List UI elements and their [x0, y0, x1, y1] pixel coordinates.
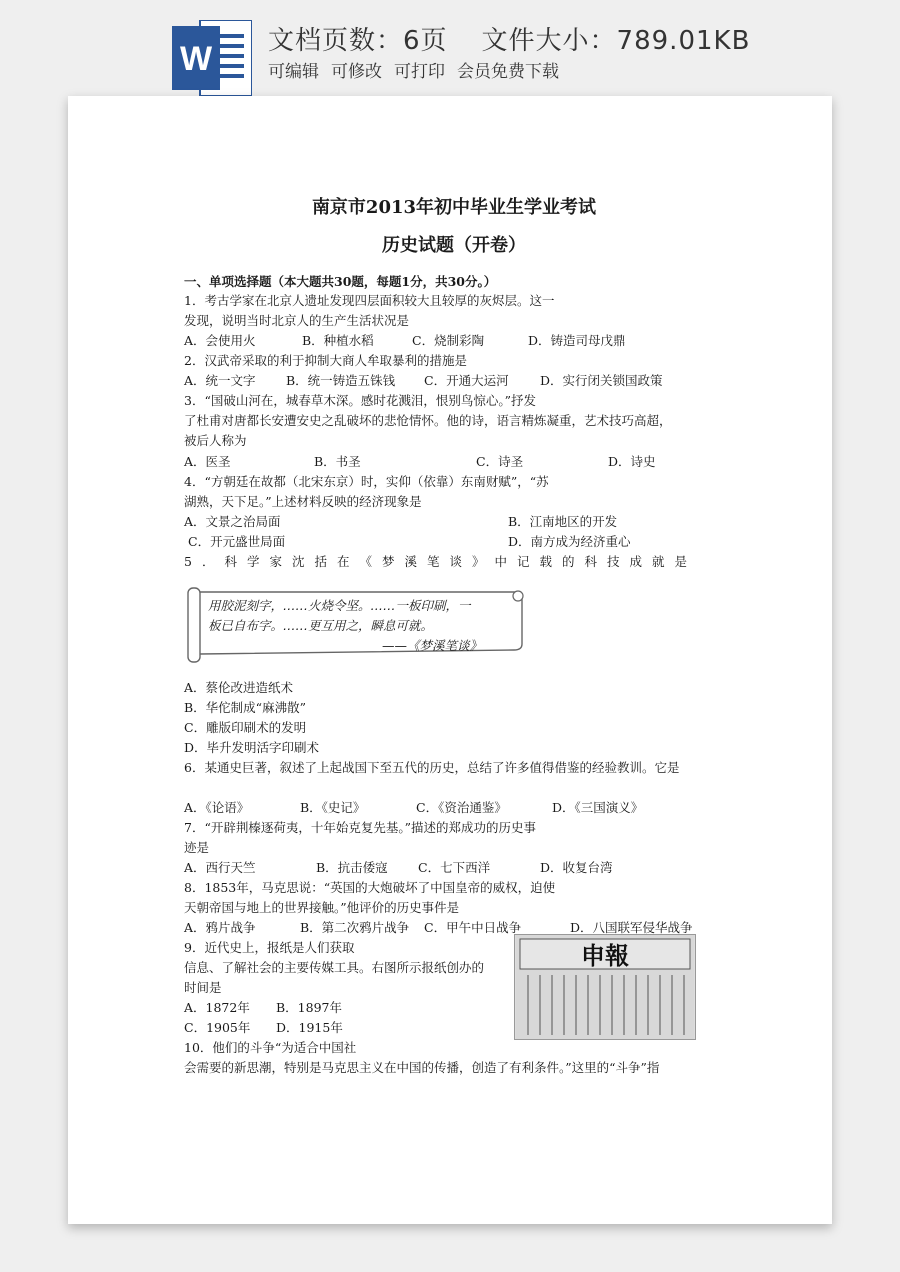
exam-title: 南京市2013年初中毕业生学业考试	[311, 197, 597, 218]
option: A．鸦片战争	[184, 920, 256, 935]
question-line: 被后人称为	[184, 433, 247, 448]
word-document-icon	[172, 20, 252, 96]
question-line: 天朝帝国与地上的世界接触。”他评价的历史事件是	[184, 900, 460, 915]
option: D．八国联军侵华战争	[570, 920, 693, 935]
option: A．1872年	[184, 1000, 250, 1015]
newspaper-image	[514, 934, 696, 1040]
option: B．种植水稻	[302, 333, 374, 348]
option: D．《三国演义》	[552, 800, 644, 815]
page-count: 文档页数：6页	[268, 26, 448, 56]
option: D．诗史	[608, 454, 656, 469]
option: C．《资治通鉴》	[416, 800, 507, 815]
option: A．蔡伦改进造纸术	[184, 680, 294, 695]
question-line: 9．近代史上，报纸是人们获取	[184, 940, 355, 955]
feature-editable: 可编辑	[268, 62, 319, 82]
question-line: 时间是	[184, 980, 222, 995]
option: D．实行闭关锁国政策	[540, 373, 663, 388]
option: D．1915年	[276, 1020, 343, 1035]
option: B．《史记》	[300, 800, 366, 815]
option: D．收复台湾	[540, 860, 613, 875]
question-line: 7．“开辟荆榛逐荷夷，十年始克复先基。”描述的郑成功的历史事	[184, 820, 536, 835]
question-line: 6．某通史巨著，叙述了上起战国下至五代的历史，总结了许多值得借鉴的经验教训。它是	[184, 760, 680, 775]
question-line: 发现，说明当时北京人的生产生活状况是	[184, 313, 410, 328]
option: B．华佗制成“麻沸散”	[184, 700, 306, 715]
option: D．铸造司母戊鼎	[528, 333, 626, 348]
option: B．统一铸造五铢钱	[286, 373, 396, 388]
question-line: 5．科学家沈括在《梦溪笔谈》中记载的科技成就是	[184, 554, 697, 569]
question-line: 了杜甫对唐都长安遭安史之乱破坏的悲怆情怀。他的诗，语言精炼凝重，艺术技巧高超，	[184, 413, 672, 428]
option: A．西行天竺	[184, 860, 256, 875]
file-info	[268, 20, 784, 57]
option: C．开通大运河	[424, 373, 509, 388]
svg-text:W: W	[179, 40, 213, 78]
option: B．抗击倭寇	[316, 860, 388, 875]
feature-printable: 可打印	[394, 62, 445, 82]
option: D．毕升发明活字印刷术	[184, 740, 320, 755]
option: A．医圣	[184, 454, 231, 469]
option: C．甲午中日战争	[424, 920, 522, 935]
option: C．雕版印刷术的发明	[184, 720, 307, 735]
question-line: 信息、了解社会的主要传媒工具。右图所示报纸创办的	[184, 960, 485, 975]
option: A．文景之治局面	[184, 514, 281, 529]
feature-list	[268, 57, 571, 82]
feature-modifiable: 可修改	[331, 62, 382, 82]
scroll-text-line2: 板已自布字。……更互用之，瞬息可就。	[208, 618, 434, 633]
option: B．第二次鸦片战争	[300, 920, 410, 935]
option: B．江南地区的开发	[508, 514, 618, 529]
question-line: 2．汉武帝采取的利于抑制大商人牟取暴利的措施是	[184, 353, 467, 368]
exam-subtitle: 历史试题（开卷）	[382, 235, 526, 256]
option: C．七下西洋	[418, 860, 491, 875]
file-size: 文件大小：789.01KB	[481, 26, 751, 56]
option: B．书圣	[314, 454, 361, 469]
scroll-source: ——《梦溪笔谈》	[382, 638, 483, 653]
question-line: 4．“方朝廷在故都（北宋东京）时，实仰（依靠）东南财赋”，“苏	[184, 474, 549, 489]
question-line: 3．“国破山河在，城春草木深。感时花溅泪，恨别鸟惊心。”抒发	[184, 393, 536, 408]
question-line: 迹是	[184, 840, 210, 855]
newspaper-masthead: 申報	[581, 941, 629, 970]
document-page	[68, 96, 832, 1224]
question-line: 8．1853年，马克思说：“英国的大炮破坏了中国皇帝的威权，迫使	[184, 880, 556, 895]
option: C．烧制彩陶	[412, 333, 485, 348]
option: A．会使用火	[184, 333, 256, 348]
feature-member-download[interactable]: 会员免费下载	[457, 62, 559, 82]
scroll-text-line1: 用胶泥刻字，……火烧令坚。……一板印刷，一	[208, 598, 471, 613]
question-line: 湖熟，天下足。”上述材料反映的经济现象是	[184, 494, 422, 509]
option: D．南方成为经济重心	[508, 534, 631, 549]
header-banner	[0, 0, 900, 96]
question-line: 10．他们的斗争“为适合中国社	[184, 1040, 357, 1055]
question-line: 1．考古学家在北京人遗址发现四层面积较大且较厚的灰烬层。这一	[184, 293, 555, 308]
option: C．诗圣	[476, 454, 524, 469]
option: C．开元盛世局面	[188, 534, 286, 549]
option: B．1897年	[276, 1000, 342, 1015]
question-line: 会需要的新思潮，特别是马克思主义在中国的传播，创造了有利条件。”这里的“斗争”指	[184, 1060, 660, 1075]
option: A．统一文字	[184, 373, 256, 388]
option: A．《论语》	[184, 800, 250, 815]
section-heading: 一、单项选择题（本大题共30题，每题1分，共30分。）	[184, 274, 497, 289]
option: C．1905年	[184, 1020, 251, 1035]
